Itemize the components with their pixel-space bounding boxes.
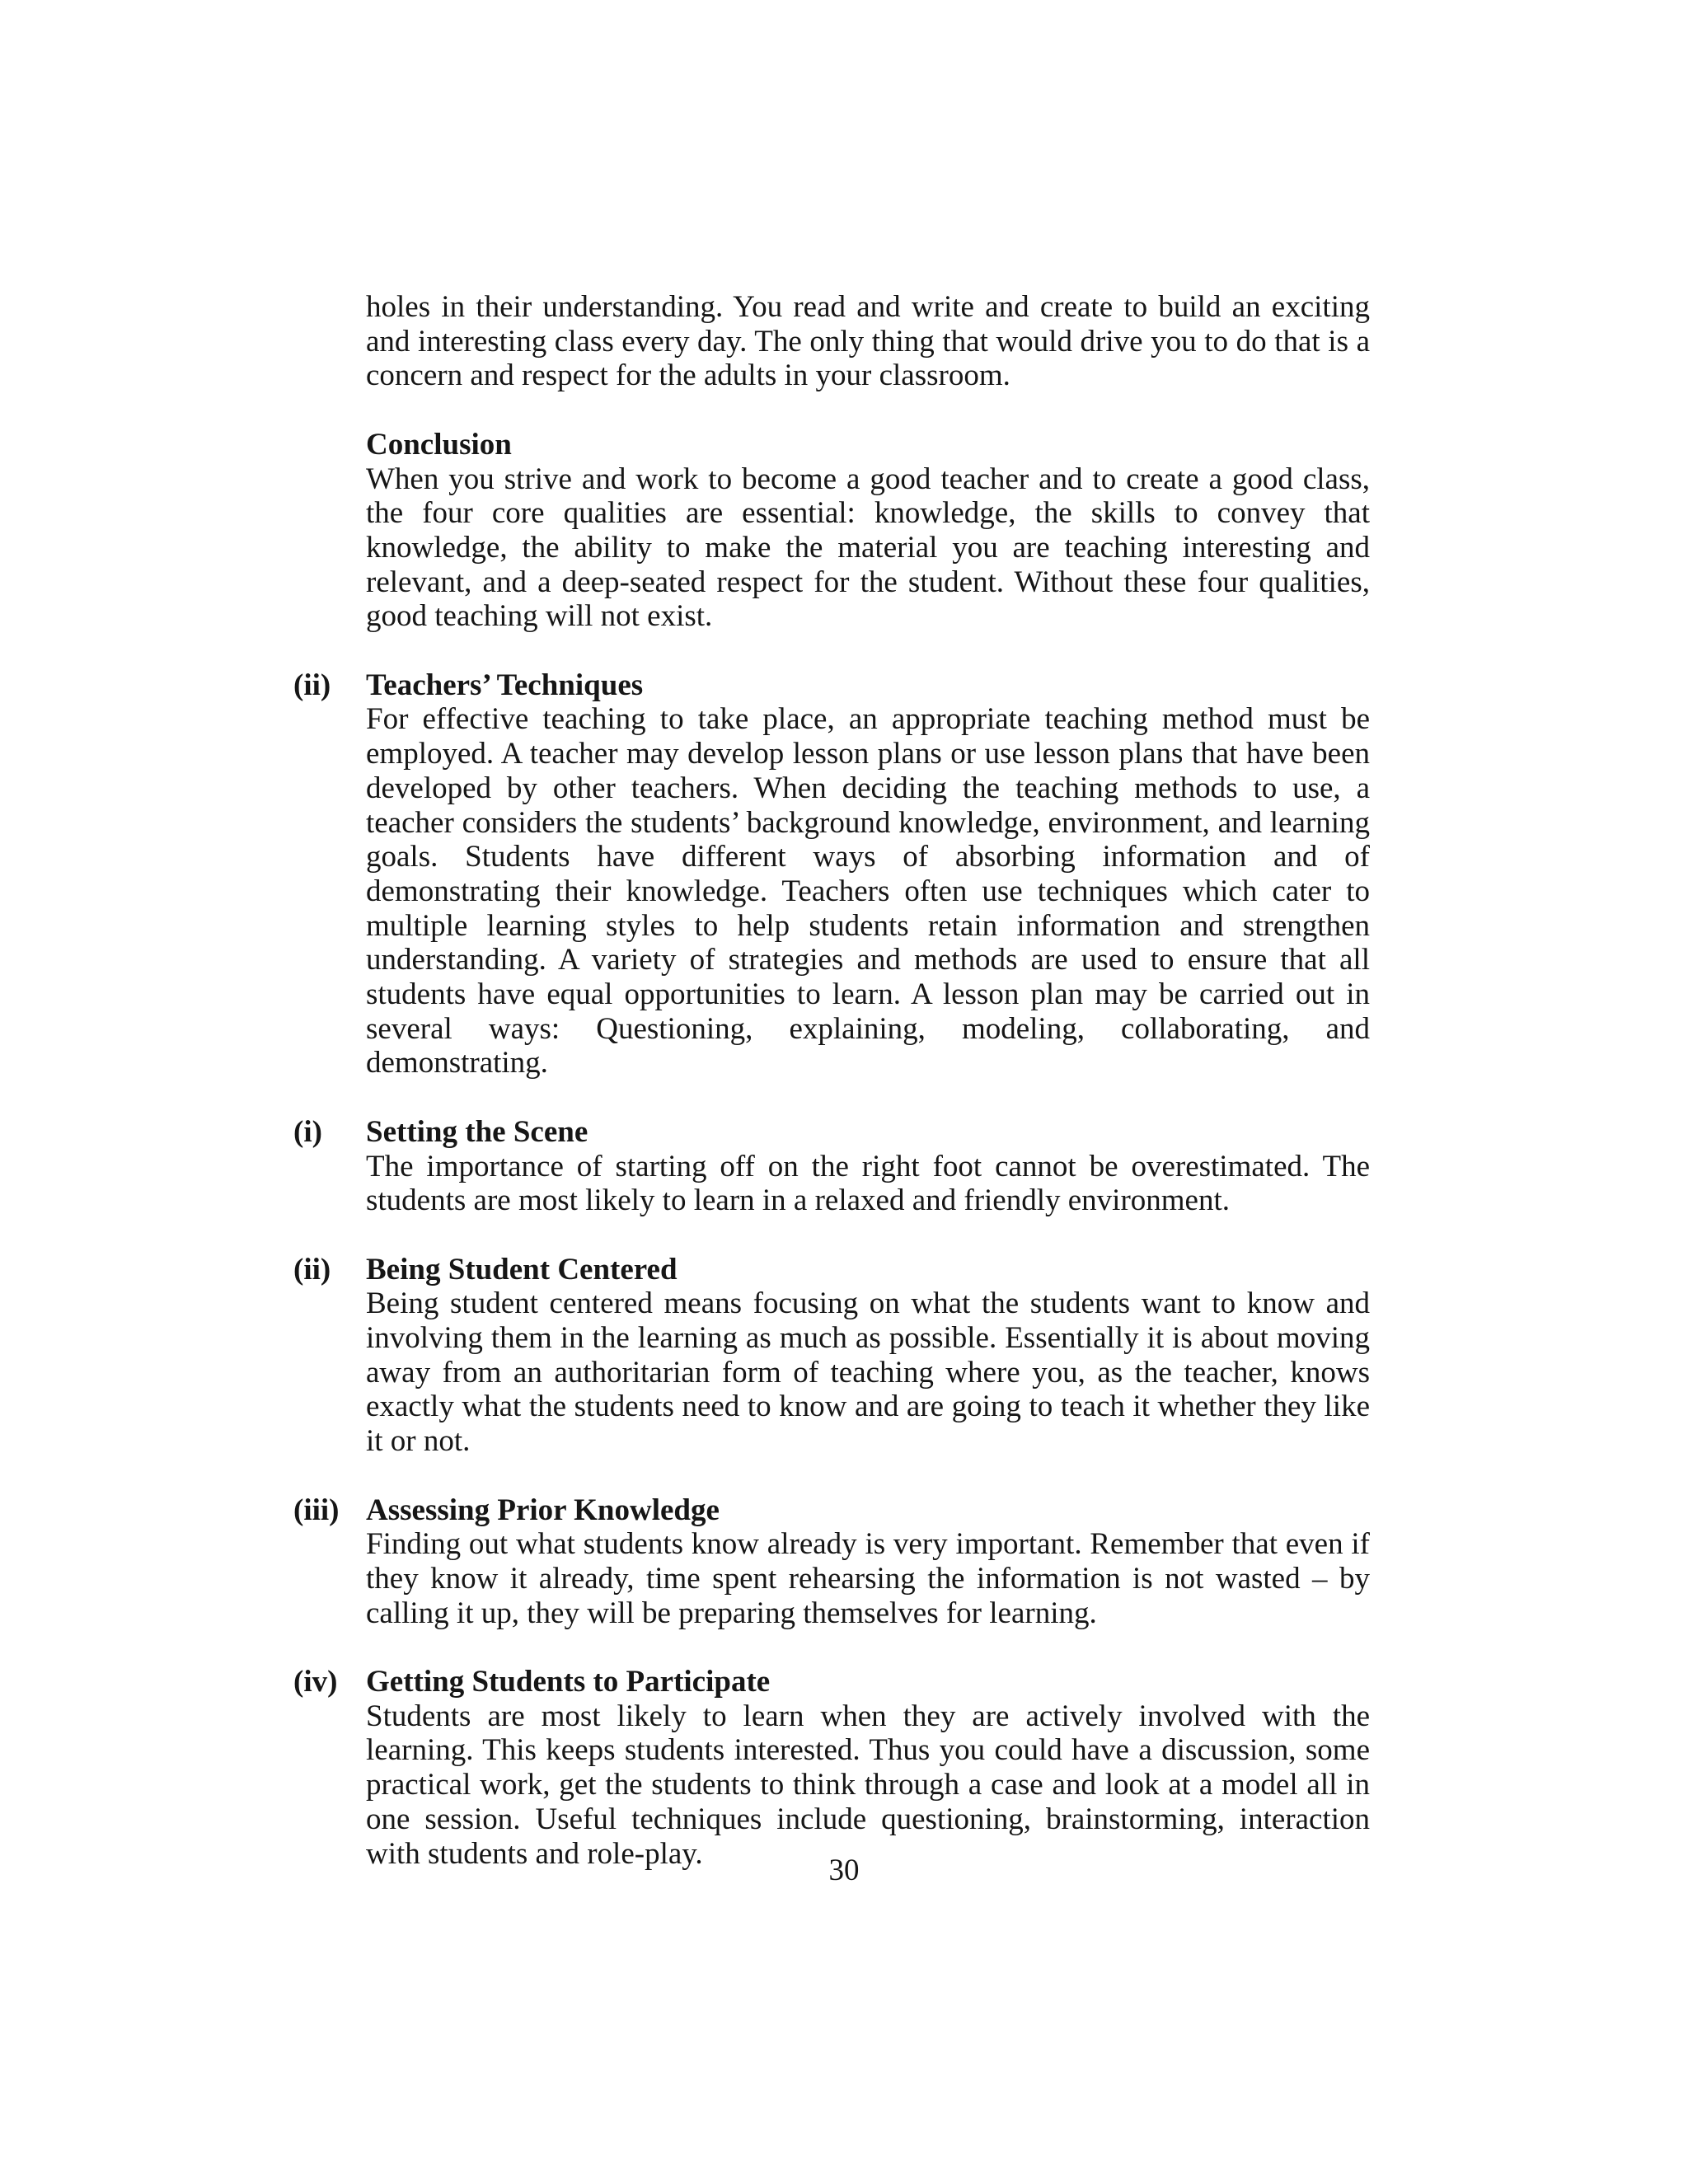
section-teachers-techniques: [293, 668, 1370, 1080]
conclusion-heading: Conclusion: [366, 427, 512, 462]
section-getting-students-to-participate: [293, 1665, 1370, 1871]
section-heading: Teachers’ Techniques: [366, 668, 644, 702]
section-numeral: (ii): [293, 668, 331, 702]
section-body: Finding out what students know already is very important. Remember that even if they know it already, time spent rehearsing the information is not wasted – by calling it up, they will be preparing themselves for learning.: [366, 1527, 1370, 1630]
section-body: The importance of starting off on the right foot cannot be overestimated. The students are most likely to learn in a relaxed and friendly environment.: [366, 1149, 1370, 1218]
page-number: 30: [828, 1854, 860, 1887]
section-setting-the-scene: [293, 1114, 1370, 1218]
conclusion-section: [366, 428, 1370, 634]
section-numeral: (iv): [293, 1665, 338, 1699]
section-heading: Being Student Centered: [366, 1252, 678, 1286]
page-content: [293, 290, 1370, 1871]
section-numeral: (iii): [293, 1493, 340, 1527]
section-heading: Getting Students to Participate: [366, 1665, 771, 1699]
opening-paragraph: holes in their understanding. You read and write and create to build an exciting and interesting class every day. The only thing that would drive you to do that is a concern and respect for the adults in your classroom.: [366, 290, 1370, 393]
section-body: Students are most likely to learn when they are actively involved with the learning. This keeps students interested. Thus you could have a discussion, some practical work, get the students to think through a case and look at a model all in one session. Useful techniques include questioning, brainstorming, interaction with students and role-play.: [366, 1699, 1370, 1871]
opening-section: [366, 290, 1370, 393]
section-numeral: (i): [293, 1114, 322, 1149]
section-numeral: (ii): [293, 1252, 331, 1286]
section-heading: Assessing Prior Knowledge: [366, 1493, 720, 1527]
conclusion-body: When you strive and work to become a good teacher and to create a good class, the four core qualities are essential: knowledge, the skills to convey that knowledge, the ability to make the material you are teaching interesting and relevant, and a deep-seated respect for the student. Without these four qualities, good teaching will not exist.: [366, 462, 1370, 634]
section-heading: Setting the Scene: [366, 1114, 588, 1149]
section-assessing-prior-knowledge: [293, 1493, 1370, 1631]
section-being-student-centered: [293, 1252, 1370, 1459]
section-body: For effective teaching to take place, an appropriate teaching method must be employed. A teacher may develop lesson plans or use lesson plans that have been developed by other teachers. When deciding the teaching methods to use, a teacher considers the students’ background knowledge, environment, and learning goals. Students have different ways of absorbing information and of demonstrating their knowledge. Teachers often use techniques which cater to multiple learning styles to help students retain information and strengthen understanding. A variety of strategies and methods are used to ensure that all students have equal opportunities to learn. A lesson plan may be carried out in several ways: Questioning, explaining, modeling, collaborating, and demonstrating.: [366, 702, 1370, 1080]
section-body: Being student centered means focusing on what the students want to know and involving them in the learning as much as possible. Essentially it is about moving away from an authoritarian form of teaching where you, as the teacher, knows exactly what the students need to know and are going to teach it whether they like it or not.: [366, 1286, 1370, 1459]
